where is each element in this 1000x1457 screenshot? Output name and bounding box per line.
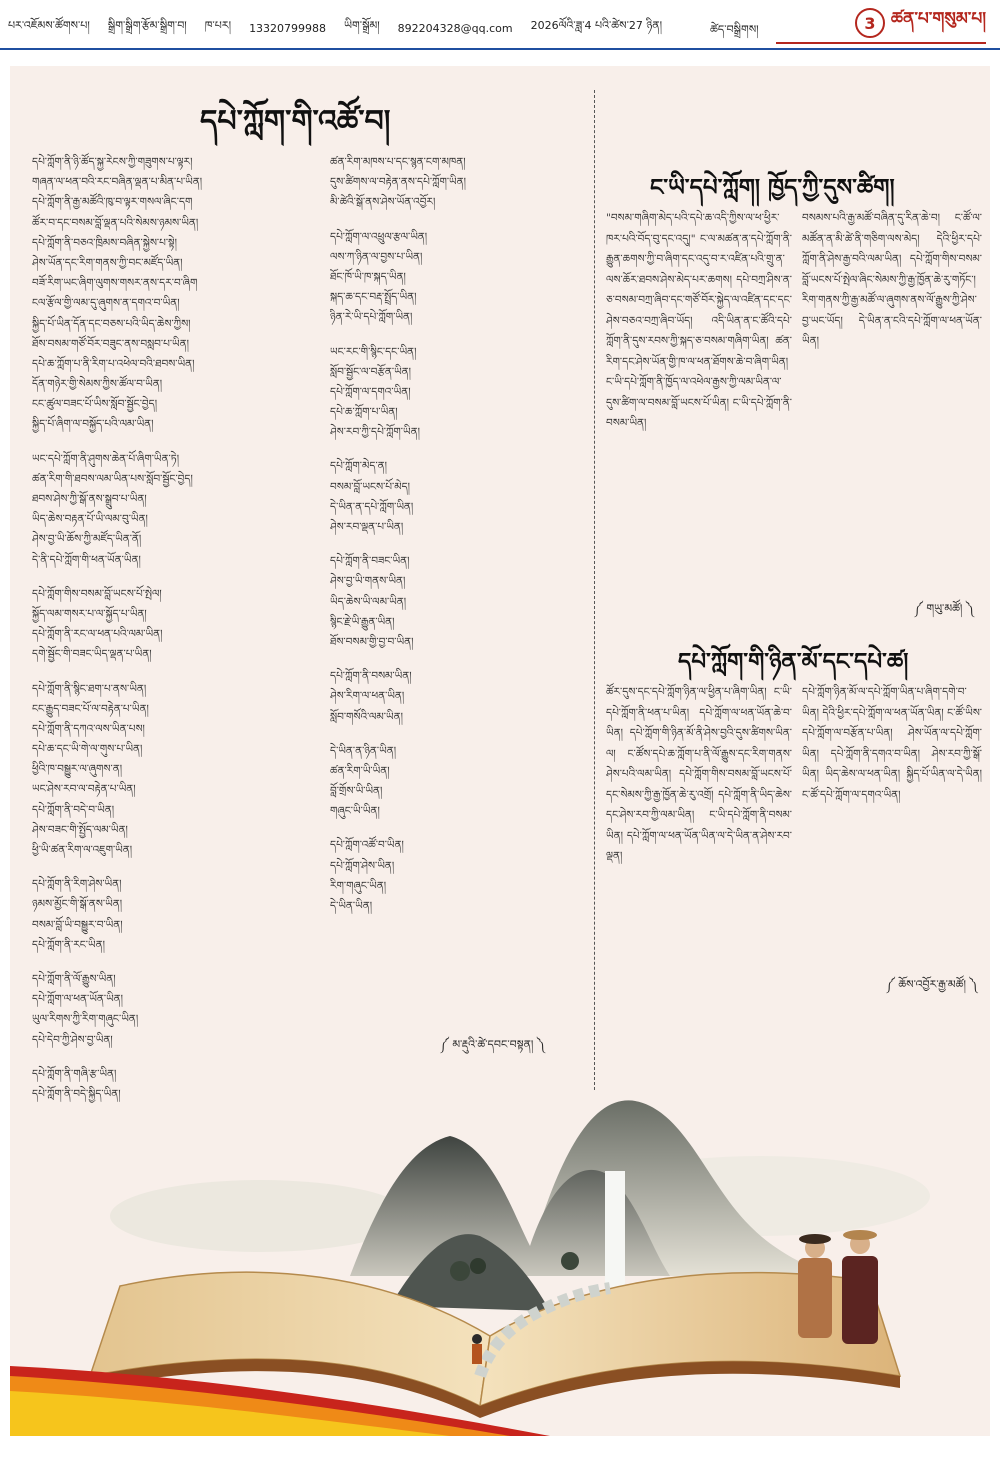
header-rule bbox=[0, 48, 1000, 50]
masthead-title: ཚན་པ་གསུམ་པ། bbox=[890, 9, 986, 29]
pine-tree bbox=[561, 1252, 579, 1270]
verse-line: དཔེ་ཀློག་འཚོ་བ་ཡིན། bbox=[330, 839, 404, 852]
verse-line: དེ་ནི་དཔེ་ཀློག་གི་ཕན་ཡོན་ཡིན། bbox=[32, 553, 141, 566]
verse-line: དཔེ་ཆ་ཀློག་པ་ནི་རིག་པ་འཕེལ་བའི་ཐབས་ཡིན། bbox=[32, 357, 195, 370]
verse-line: བསམ་བློ་ཡི་བསྒྱུར་བ་ཡིན། bbox=[32, 918, 123, 931]
header-phone: 13320799988 bbox=[249, 21, 327, 35]
man-figure bbox=[842, 1256, 878, 1344]
pine-tree bbox=[450, 1261, 470, 1281]
verse-line: སློབ་སྦྱོང་ལ་བརྩོན་ཡིན། bbox=[330, 365, 412, 378]
verse-line: དགེ་སྦྱོང་གི་བཟང་ཡིད་ལྡན་པ་ཡིན། bbox=[32, 648, 152, 661]
verse-line bbox=[330, 537, 592, 551]
verse-line: སྙིང་རྗེ་ཡི་རྒྱུན་ཡིན། bbox=[330, 615, 395, 628]
essay1-column-right: བསམས་པའི་རྒྱ་མཚོ་བཞིན་དུ་རིན་ཆེ་བ། ང་ཚོ་ལ་མཚོན་ན་མི་ཚེ་ནི་གཅིག་ལས་མེད། དེའི་ཕྱིར་དཔེ་ཀློག་ནི་ཤེས་རྒྱ་བའི་ལམ་ཡིན། དཔེ་ཀློག་གིས་བསམ་བློ་ཡངས་པོ་སྤེལ་ཞིང་སེམས་ཀྱི་རྒྱ་ཁྱོན་ཆེ་རུ་གཏོང་། རིག་གནས་ཀྱི་རྒྱ་མཚོ་ལ་ཞུགས་ནས་ལོ་རྒྱུས་ཀྱི་ཤེས་བྱ་ཡང་ཡོད། དེ་ཡིན་ན་ངའི་དཔེ་ཀློག་ལ་ཕན་ཡོན་ཡིན། bbox=[802, 212, 982, 347]
verse-line: དཔེ་ཆ་དང་ཡི་གེ་ལ་གུས་པ་ཡིན། bbox=[32, 743, 143, 756]
header-email-label: ཡིག་སྒྲོམ། bbox=[344, 18, 380, 32]
verse-line: གཞན་ལ་ཕན་བའི་རང་བཞིན་ལྡན་པ་མིན་པ་ཡིན། bbox=[32, 176, 203, 189]
verse-line: སྐྱིད་པོ་ཡིན་དོན་དང་བཅས་པའི་ཡིད་ཆེས་ཀྱིས། bbox=[32, 317, 191, 330]
verse-line: བློ་གྲོས་ཡི་ཡིན། bbox=[330, 785, 383, 798]
essay2-headline: དཔེ་ཀློག་གི་ཉིན་མོ་དང་དཔེ་ཚ། bbox=[678, 648, 909, 675]
verse-line: དཔེ་ཀློག་ནི་བདེ་སྐྱིད་ཡིན། bbox=[32, 1087, 121, 1100]
verse-line: ངང་རྒྱུད་བཟང་པོ་ལ་བརྟེན་པ་ཡིན། bbox=[32, 702, 149, 715]
verse-line: ངལ་རྩོལ་གྱི་ལམ་དུ་ཞུགས་ན་དགའ་བ་ཡིན། bbox=[32, 297, 180, 310]
verse-line: ཤེས་རབ་ལྡན་པ་ཡིན། bbox=[330, 521, 404, 533]
verse-line: དཔེ་ཀློག་ནི་ཉི་ཚོད་སྐྱ་རེངས་ཀྱི་གཟུགས་པ་ལྟར། bbox=[32, 156, 193, 168]
essay1-headline: ང་ཡི་དཔེ་ཀློག། ཁྱོད་ཀྱི་དུས་ཚིག། bbox=[650, 174, 895, 201]
verse-line: ཚན་རིག་མཁས་པ་དང་སྙན་ངག་མཁན། bbox=[330, 156, 466, 168]
verse-line bbox=[32, 860, 322, 874]
verse-line: དཔེ་ཀློག་ནི་སྙིང་ཐག་པ་ནས་ཡིན། bbox=[32, 682, 147, 695]
man-hat bbox=[799, 1234, 831, 1244]
verse-line: ཡུལ་རིགས་ཀྱི་རིག་གཞུང་ཡིན། bbox=[32, 1013, 139, 1026]
book-landscape-illustration bbox=[10, 1076, 990, 1436]
child-figure bbox=[472, 1344, 482, 1364]
verse-line: ཤེས་བཟང་གི་སྤྱོད་ལམ་ཡིན། bbox=[32, 823, 128, 836]
verse-line: དཔེ་ཀློག་ནི་བཟང་ཡིན། bbox=[330, 555, 410, 568]
verse-line: དཔེ་ཀློག་ལ་དགའ་ཡིན། bbox=[330, 385, 411, 398]
essay2-column-right: དཔེ་ཀློག་ཉིན་མོ་ལ་དཔེ་ཀློག་ཡིན་པ་ཞིག་དགེ་བ་ཡིན། དེའི་ཕྱིར་དཔེ་ཀློག་ལ་ཕན་ཡོན་ཡིན། ང་ཚོ་ཡིས་དཔེ་ཀློག་ལ་བརྩོན་པ་ཡིན། ཤེས་ཡོན་ལ་དཔེ་ཀློག་ཡིན། དཔེ་ཀློག་ནི་དགའ་བ་ཡིན། ཤེས་རབ་ཀྱི་སྒོ་ཡིན། ཡིད་ཆེས་ལ་ཕན་ཡིན། སྐྱིད་པོ་ཡིན་ལ་དེ་ཡིན། ང་ཚོ་དཔེ་ཀློག་ལ་དགའ་ཡིན། bbox=[802, 686, 982, 801]
verse-line: ཐོས་བསམ་གྱི་བྱ་བ་ཡིན། bbox=[330, 635, 414, 648]
page-number-badge: 3 bbox=[855, 8, 885, 38]
verse-line: དཔེ་ཀློག་ནི་བསམ་ཡིན། bbox=[330, 670, 412, 683]
verse-line: ཕྱིའི་ཁ་བསྒྱུར་ལ་ཞུགས་ན། bbox=[32, 763, 123, 776]
verse-line bbox=[330, 652, 592, 666]
verse-line: གཞུང་ཡི་ཡིན། bbox=[330, 805, 380, 818]
pine-tree bbox=[470, 1258, 486, 1274]
verse-line: དཔེ་ཀློག་ནི་དཀའ་ལས་ཡིན་པས། bbox=[32, 722, 145, 735]
verse-line: ཚན་རིག་གི་ཐབས་ལམ་ཡིན་པས་སློབ་སྦྱོང་བྱེད། bbox=[32, 472, 193, 485]
verse-line: ཡང་ཤེས་རབ་ལ་བརྟེན་པ་ཡིན། bbox=[32, 783, 136, 796]
verse-line bbox=[330, 442, 592, 456]
header-section-caption: ཚེད་བསྒྲིགས། bbox=[710, 23, 759, 36]
essay1-column-left: "བསམ་གཞིག་མེད་པའི་དཔེ་ཆ་འདི་ཀྱིས་ལ་ཕ་ཕྱིར་ཁར་པའི་བོད་བུ་དང་འདུ།" ང་ལ་མཚན་ན་དཔེ་ཀློག་ནི་རྒྱུན་ཆགས་ཀྱི་བ་ཞིག་དང་འདུ་བ་ར་འཛིན་པའི་གྲུ་ན་ལས་ཆོར་ཐབས་ཤེས་མེད་པར་ཆགས། དཔེ་བཀྲ་ཤིས་ན་ཅ་བསམ་བཀྲ་ཞིབ་དང་གཙོ་བོར་སྐྱེད་ལ་འཛིན་དང་དང་ཤེས་བཅའ་བཀྲ་ཞིབ་ཡོད། འདི་ཡིན་ན་ང་ཚོའི་དཔེ་ཀློག་ནི་དུས་རབས་ཀྱི་སྐད་ཅ་བསམ་གཞིག་ཡིན། ཚན་རིག་དང་ཤེས་ཡོན་གྱི་ཁ་ལ་ཕན་ཐོགས་ཆེ་བ་ཞིག་ཡིན། ང་ཡི་དཔེ་ཀློག་ནི་ཁྱོད་ལ་འཕེལ་རྒྱས་ཀྱི་ལམ་ཡིན་ལ་དུས་ཚིག་ལ་བསམ་བློ་ཡངས་པོ་ཡིན། ང་ཡི་དཔེ་ཀློག་ནི་བསམ་ཡིན། bbox=[606, 212, 792, 429]
verse-line: དེ་ཡིན་ཡིན། bbox=[330, 900, 373, 912]
header-phone-label: ཁ་པར། bbox=[204, 18, 232, 32]
verse-line: དཔེ་ཀློག་ནི་བཅའ་ཁྲིམས་བཞིན་སྐྱེས་པ་སྟེ། bbox=[32, 236, 177, 249]
essay2-column-left: ཚོར་དུས་དང་དཔེ་ཀློག་ཉིན་ལ་ཕྱིན་པ་ཞིག་ཡིན། ང་ཡི་དཔེ་ཀློག་ནི་ཕན་པ་ཡིན། དཔེ་ཀློག་ལ་ཕན་ཡོན་ཆེ་བ་ཡིན། དཔེ་ཀློག་གི་ཉིན་མོ་ནི་ཤེས་བྱའི་དུས་ཚིགས་ཡིན་ལ། ང་ཚོས་དཔེ་ཆ་ཀློག་པ་ནི་ལོ་རྒྱུས་དང་རིག་གནས་ཤེས་པའི་ལམ་ཡིན། དཔེ་ཀློག་གིས་བསམ་བློ་ཡངས་པོ་དང་སེམས་ཀྱི་རྒྱ་ཁྱོན་ཆེ་རུ་འགྲོ། དཔེ་ཀློག་ནི་ཡིད་ཆེས་དང་ཤེས་རབ་ཀྱི་ལམ་ཡིན། ང་ཡི་དཔེ་ཀློག་ནི་བསམ་ཡིན། དཔེ་ཀློག་ལ་ཕན་ཡོན་ཡིན་ལ་དེ་ཡིན་ན་ཤེས་རབ་ལྡན། bbox=[606, 686, 792, 862]
verse-line: བསམ་བློ་ཡངས་པོ་མེད། bbox=[330, 480, 411, 493]
verse-line: ཉམས་མྱོང་གི་སྒོ་ནས་ཡིན། bbox=[32, 898, 123, 911]
verse-line: དཔེ་ཀློག་ནི་རྒྱ་མཚོའི་ཁུ་བ་ལྟར་གསལ་ཞིང་དག bbox=[32, 196, 193, 209]
verse-line: ཤེས་ཡོན་དང་རིག་གནས་ཀྱི་བང་མཛོད་ཡིན། bbox=[32, 256, 183, 269]
verse-line: ཡང་རང་གི་སྙིང་དང་ཡིན། bbox=[330, 345, 417, 358]
poem-headline: དཔེ་ཀློག་གི་འཚོ་བ། bbox=[200, 104, 391, 139]
verse-line: ཤེས་རབ་ཀྱི་དཔེ་ཀློག་ཡིན། bbox=[330, 426, 420, 439]
verse-line: ལས་ཀ་ཉིན་ལ་བྱས་པ་ཡིན། bbox=[330, 250, 423, 263]
verse-line: ཤེས་རིག་ལ་ཕན་ཡིན། bbox=[330, 690, 405, 703]
verse-line: དཔེ་ཀློག་མེད་ན། bbox=[330, 460, 387, 473]
header-date: 2026ལོའི་ཟླ་4 པའི་ཚེས་27 ཉིན། bbox=[530, 18, 663, 32]
waterfall bbox=[605, 1171, 625, 1291]
verse-line: དཔེ་ཀློག་ནི་གཞི་རྩ་ཡིན། bbox=[32, 1067, 117, 1080]
verse-line bbox=[330, 213, 592, 227]
verse-line: དཔེ་ཀློག་ནི་རིག་ཤེས་ཡིན། bbox=[32, 878, 122, 891]
verse-line: ཐོས་བསམ་གཙོ་བོར་བཟུང་ནས་བསླབ་པ་ཡིན། bbox=[32, 337, 189, 350]
verse-line: དུས་ཚིགས་ལ་བརྟེན་ནས་དཔེ་ཀློག་ཡིན། bbox=[330, 176, 466, 189]
verse-line: དཔེ་ཀློག་ནི་རང་ལ་ཕན་པའི་ལམ་ཡིན། bbox=[32, 628, 163, 641]
verse-line: དཔེ་ཀློག་གིས་བསམ་བློ་ཡངས་པོ་སྤེལ། bbox=[32, 587, 162, 600]
verse-line: སྐྱིད་པོ་ཞིག་ལ་བསྐྱོད་པའི་ལམ་ཡིན། bbox=[32, 418, 154, 431]
header-publisher: པར་འཇོམས་ཚོགས་པ། bbox=[8, 18, 90, 32]
verse-line: དཔེ་ཀློག་ལ་ཕན་ཡོན་ཡིན། bbox=[32, 993, 124, 1006]
verse-line: སྐད་ཆ་དང་བརྡ་སྤྲོད་ཡིན། bbox=[330, 291, 417, 304]
verse-line: ཡིད་ཆེས་ཡི་ལམ་ཡིན། bbox=[330, 595, 407, 608]
verse-line: ཡིད་ཆེས་བརྟན་པོ་ཡི་ལམ་བུ་ཡིན། bbox=[32, 513, 148, 526]
verse-line: ཕྱི་ཡི་ཚན་རིག་ལ་འཇུག་ཡིན། bbox=[32, 844, 133, 856]
verse-line: ཐོང་ཁོ་ཡི་ཁ་སྐད་ཡིན། bbox=[330, 270, 406, 283]
verse-line: ཤེས་བྱ་ཡི་གནས་ཡིན། bbox=[330, 575, 406, 588]
verse-line: དཔེ་ཀློག་ནི་བདེ་བ་ཡིན། bbox=[32, 803, 115, 816]
poem-byline: ༼ མ་རྡུའི་ཚེ་དབང་བསྟན། ༽ bbox=[440, 1038, 545, 1051]
verse-line: བཟོ་རིག་ཡང་ཞིག་ལུགས་གསར་ནས་དར་བ་ཞིག bbox=[32, 277, 198, 290]
page-body bbox=[10, 66, 990, 1436]
verse-line bbox=[32, 665, 322, 679]
child-head bbox=[472, 1334, 482, 1344]
column-divider bbox=[594, 90, 595, 1090]
poem-column-right bbox=[330, 152, 592, 916]
man-hat bbox=[843, 1230, 877, 1240]
verse-line: ཉིན་རེ་ཡི་དཔེ་ཀློག་ཡིན། bbox=[330, 311, 413, 324]
verse-line: རིག་གཞུང་ཡིན། bbox=[330, 879, 387, 892]
verse-line bbox=[330, 821, 592, 835]
verse-line: དཔེ་ཀློག་ནི་ལོ་རྒྱུས་ཡིན། bbox=[32, 972, 116, 985]
verse-line: དེ་ཡིན་ན་དཔེ་ཀློག་ཡིན། bbox=[330, 500, 414, 513]
verse-line: ཚན་རིག་ཡི་ཡིན། bbox=[330, 764, 390, 777]
verse-line bbox=[32, 1050, 322, 1064]
verse-line: མི་ཚེའི་སྒོ་ནས་ཤེས་ཡོན་འབྱོར། bbox=[330, 196, 436, 209]
verse-line: དོན་གཉེར་གྱི་སེམས་ཀྱིས་ཚོལ་བ་ཡིན། bbox=[32, 378, 163, 391]
verse-line bbox=[32, 570, 322, 584]
verse-line: ཚོར་བ་དང་བསམ་བློ་ལྡན་པའི་སེམས་ཉམས་ཡིན། bbox=[32, 216, 199, 229]
verse-line: དེ་ཡིན་ན་ཉིན་ཡིན། bbox=[330, 744, 397, 757]
header-info bbox=[8, 10, 768, 46]
essay1-byline: ༼ གཡུ་མཚོ། ༽ bbox=[914, 602, 974, 615]
essay2-byline: ༼ ཆོས་འབྱོར་རྒྱ་མཚོ། ༽ bbox=[886, 978, 978, 991]
verse-line: སྐྱོད་ལམ་གསར་པ་ལ་སྐྱོད་པ་ཡིན། bbox=[32, 607, 147, 620]
verse-line: དཔེ་ཀློག་ཤེས་ཡིན། bbox=[330, 859, 395, 872]
verse-line: དཔེ་ཀློག་ནི་རང་ཡིན། bbox=[32, 938, 105, 951]
verse-line: དཔེ་དེབ་ཀྱི་ཤེས་བྱ་ཡིན། bbox=[32, 1033, 113, 1046]
verse-line: ཤེས་བྱ་ཡི་ཆོས་ཀྱི་མཛོད་ཡིན་ནོ། bbox=[32, 533, 142, 546]
verse-line: དཔེ་ཆ་ཀློག་པ་ཡིན། bbox=[330, 406, 398, 419]
man-figure bbox=[798, 1258, 832, 1338]
verse-line bbox=[330, 727, 592, 741]
header-email: 892204328@qq.com bbox=[397, 21, 513, 35]
verse-line: སློབ་གསོའི་ལམ་ཡིན། bbox=[330, 710, 403, 723]
header-editor: སྒྲིག་སྒྲིག་རྩོམ་སྒྲིག་བ། bbox=[107, 18, 187, 32]
verse-line: ཐབས་ཤེས་ཀྱི་སྒོ་ནས་སྒྲུབ་པ་ཡིན། bbox=[32, 493, 147, 505]
poem-column-left bbox=[32, 152, 322, 1104]
verse-line: དཔེ་ཀློག་ལ་འཕྲུལ་རྩལ་ཡིན། bbox=[330, 230, 428, 243]
masthead bbox=[776, 4, 986, 44]
verse-line: ངང་ཚུལ་བཟང་པོ་ཡིས་སློབ་སྦྱོང་བྱེད། bbox=[32, 398, 158, 411]
page-header bbox=[0, 0, 1000, 56]
verse-line bbox=[330, 328, 592, 342]
verse-line bbox=[32, 435, 322, 449]
verse-line: ཡང་དཔེ་ཀློག་ནི་ཤུགས་ཆེན་པོ་ཞིག་ཡིན་ཏེ། bbox=[32, 452, 180, 465]
verse-line bbox=[32, 955, 322, 969]
